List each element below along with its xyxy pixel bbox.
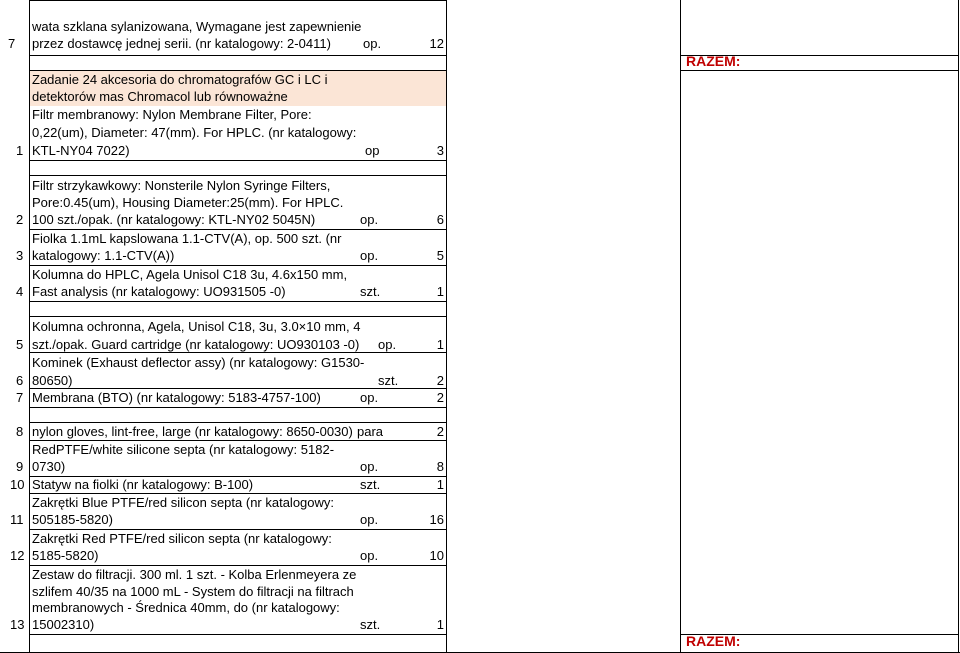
row-description-line: przez dostawcę jednej serii. (nr katalogowy: 2-0411) xyxy=(32,36,331,51)
grid-line xyxy=(29,634,446,635)
row-description-line: 15002310) xyxy=(32,617,95,632)
row-unit: op. xyxy=(360,548,379,563)
row-description-line: 0730) xyxy=(32,459,66,474)
row-description-line: Kolumna do HPLC, Agela Unisol C18 3u, 4.6x150 mm, xyxy=(32,267,348,282)
grid-line xyxy=(680,0,681,653)
row-unit: op. xyxy=(360,390,379,405)
grid-line xyxy=(29,0,446,1)
row-description-line: Zestaw do filtracji. 300 ml. 1 szt. - Kolba Erlenmeyera ze xyxy=(32,567,357,582)
row-description-line: 5185-5820) xyxy=(32,548,99,563)
grid-line xyxy=(446,0,447,653)
row-description-line: katalogowy: 1.1-CTV(A)) xyxy=(32,248,175,263)
row-unit: para xyxy=(357,424,384,439)
grid-line xyxy=(680,70,958,71)
row-unit: op. xyxy=(363,36,382,51)
row-description-line: Filtr strzykawkowy: Nonsterile Nylon Syringe Filters, xyxy=(32,178,331,193)
row-unit: op. xyxy=(360,459,379,474)
row-description-line: Fast analysis (nr katalogowy: UO931505 -0) xyxy=(32,284,286,299)
task-header-line: Zadanie 24 akcesoria do chromatografów GC i LC i xyxy=(32,72,328,87)
row-unit: szt. xyxy=(360,617,381,632)
row-number: 4 xyxy=(16,284,24,299)
row-quantity: 8 xyxy=(436,459,444,474)
row-number: 1 xyxy=(16,143,24,158)
row-quantity: 1 xyxy=(436,337,444,352)
razem-label-top: RAZEM: xyxy=(686,53,741,69)
grid-line xyxy=(29,55,446,56)
row-description-line: 0,22(um), Diameter: 47(mm). For HPLC. (nr katalogowy: xyxy=(32,125,357,140)
row-unit: szt. xyxy=(378,373,399,388)
grid-line xyxy=(29,0,30,653)
row-number: 10 xyxy=(10,477,25,492)
row-description-line: RedPTFE/white silicone septa (nr katalogowy: 5182- xyxy=(32,442,335,457)
row-number: 5 xyxy=(16,337,24,352)
row-number: 6 xyxy=(16,373,24,388)
row-number: 3 xyxy=(16,248,24,263)
row-description-line: Pore:0.45(um), Housing Diameter:25(mm). For HPLC. xyxy=(32,195,344,210)
grid-line xyxy=(29,407,446,408)
row-unit: op. xyxy=(360,512,379,527)
row-number: 13 xyxy=(10,617,25,632)
row-quantity: 1 xyxy=(436,617,444,632)
row-unit: szt. xyxy=(360,284,381,299)
row-quantity: 12 xyxy=(429,36,444,51)
row-quantity: 1 xyxy=(436,284,444,299)
row-description-line: KTL-NY04 7022) xyxy=(32,143,130,158)
row-description-line: Kolumna ochronna, Agela, Unisol C18, 3u, 3.0×10 mm, 4 xyxy=(32,319,361,334)
row-quantity: 2 xyxy=(436,390,444,405)
task-header-line: detektorów mas Chromacol lub równoważne xyxy=(32,89,288,104)
row-unit: op. xyxy=(378,337,397,352)
grid-line xyxy=(29,301,446,302)
row-description-line: membranowych - Średnica 40mm, do (nr katalogowy: xyxy=(32,600,340,615)
row-quantity: 16 xyxy=(429,512,444,527)
row-description-line: Filtr membranowy: Nylon Membrane Filter, Pore: xyxy=(32,107,312,122)
row-number: 7 xyxy=(16,390,24,405)
row-quantity: 10 xyxy=(429,548,444,563)
row-quantity: 6 xyxy=(436,212,444,227)
row-description-line: Statyw na fiolki (nr katalogowy: B-100) xyxy=(32,477,254,492)
row-number: 11 xyxy=(10,512,24,527)
row-description-line: nylon gloves, lint-free, large (nr katalogowy: 8650-0030) xyxy=(32,424,353,439)
row-unit: op. xyxy=(360,212,379,227)
row-number: 9 xyxy=(16,459,24,474)
grid-line xyxy=(29,175,446,176)
row-quantity: 2 xyxy=(436,424,444,439)
grid-line xyxy=(29,316,446,317)
row-quantity: 3 xyxy=(436,143,444,158)
row-number: 7 xyxy=(8,36,16,51)
row-description-line: 505185-5820) xyxy=(32,512,113,527)
grid-line xyxy=(29,160,446,161)
grid-line xyxy=(958,0,959,653)
row-description-line: Membrana (BTO) (nr katalogowy: 5183-4757-100) xyxy=(32,390,321,405)
row-description-line: Kominek (Exhaust deflector assy) (nr katalogowy: G1530- xyxy=(32,355,365,370)
row-description-line: 100 szt./opak. (nr katalogowy: KTL-NY02 5045N) xyxy=(32,212,316,227)
row-description-line: Zakrętki Blue PTFE/red silicon septa (nr katalogowy: xyxy=(32,495,335,510)
row-number: 8 xyxy=(16,424,24,439)
row-unit: szt. xyxy=(360,477,381,492)
row-description-line: Zakrętki Red PTFE/red silicon septa (nr katalogowy: xyxy=(32,531,332,546)
row-description-line: wata szklana sylanizowana, Wymagane jest zapewnienie xyxy=(32,19,362,34)
row-description-line: szlifem 40/35 na 1000 mL - System do filtracji na filtrach xyxy=(32,584,354,599)
row-quantity: 1 xyxy=(436,477,444,492)
razem-label-bottom: RAZEM: xyxy=(686,633,741,649)
row-description-line: 80650) xyxy=(32,373,73,388)
row-quantity: 2 xyxy=(436,373,444,388)
row-number: 2 xyxy=(16,212,24,227)
row-description-line: szt./opak. Guard cartridge (nr katalogowy: UO930103 -0) xyxy=(32,337,360,352)
row-unit: op xyxy=(365,143,380,158)
row-unit: op. xyxy=(360,248,379,263)
row-quantity: 5 xyxy=(436,248,444,263)
row-description-line: Fiolka 1.1mL kapslowana 1.1-CTV(A), op. 500 szt. (nr xyxy=(32,231,342,246)
row-number: 12 xyxy=(10,548,25,563)
